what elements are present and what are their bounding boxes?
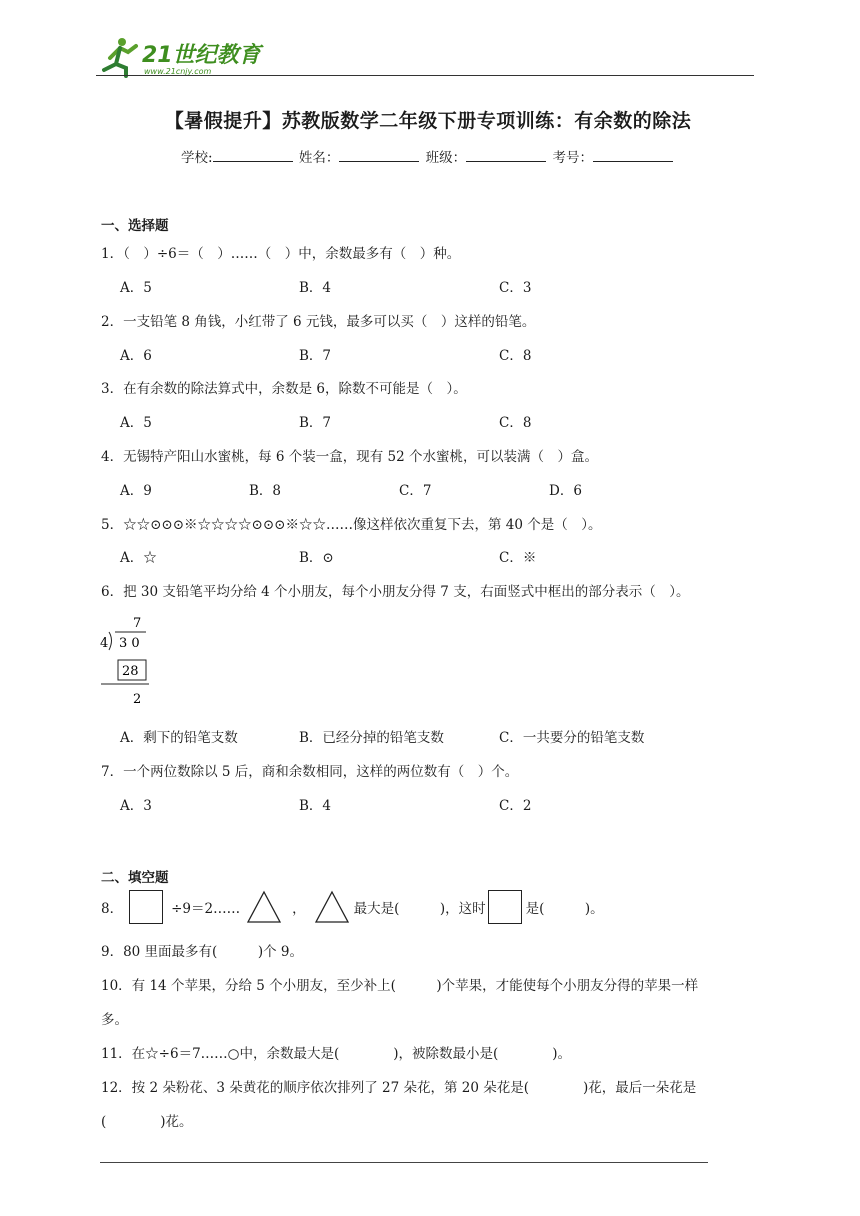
q4-option-b: B．8 [249, 483, 282, 499]
q4-option-d: D．6 [549, 483, 582, 499]
question-12-line2: ( )花。 [101, 1114, 193, 1130]
q4-option-a: A．9 [120, 483, 152, 499]
division-divisor: 4 [100, 636, 109, 651]
q7-option-c: C．2 [499, 798, 532, 814]
page-title: 【暑假提升】苏教版数学二年级下册专项训练：有余数的除法 [164, 110, 692, 132]
q2-option-a: A．6 [120, 348, 152, 364]
q1-option-a: A．5 [120, 280, 152, 296]
q3-option-c: C．8 [499, 415, 532, 431]
question-9: 9．80 里面最多有( )个 9。 [101, 944, 303, 960]
q5-option-a: A．☆ [120, 550, 157, 566]
square-box-icon [488, 890, 522, 924]
number-blank [593, 149, 673, 162]
class-blank [466, 149, 546, 162]
q2-option-c: C．8 [499, 348, 532, 364]
q3-option-a: A．5 [120, 415, 152, 431]
student-info-line [96, 146, 760, 166]
question-10-line1: 10．有 14 个苹果，分给 5 个小朋友，至少补上( )个苹果，才能使每个小朋友分得的苹果一样 [101, 978, 699, 994]
logo-text: 21世纪教育 [142, 43, 261, 68]
division-dividend: 3 0 [119, 636, 140, 651]
logo-url: www.21cnjy.com [144, 67, 212, 76]
name-label: 姓名： [298, 150, 340, 166]
q2-option-b: B．7 [299, 348, 332, 364]
question-8 [101, 890, 604, 924]
square-box-icon [129, 890, 163, 924]
question-2: 2．一支铅笔 8 角钱，小红带了 6 元钱，最多可以买（ ）这样的铅笔。 [101, 314, 536, 330]
runner-logo-icon [96, 34, 266, 78]
q5-option-b: B．⊙ [299, 550, 334, 566]
question-1: 1．（ ）÷6＝（ ）……（ ）中，余数最多有（ ）种。 [101, 246, 461, 262]
question-3: 3．在有余数的除法算式中，余数是 6，除数不可能是（ ）。 [101, 381, 467, 397]
class-label: 班级： [425, 150, 467, 166]
q5-option-c: C．※ [499, 550, 537, 566]
long-division-diagram [100, 610, 160, 710]
q8-comma: ， [292, 901, 306, 917]
number-label: 考号： [552, 150, 593, 166]
q7-option-a: A．3 [120, 798, 152, 814]
question-12-line1: 12．按 2 朵粉花、3 朵黄花的顺序依次排列了 27 朵花，第 20 朵花是( )花，最后一朵花是 [101, 1080, 697, 1096]
division-product: 28 [122, 664, 139, 679]
footer-divider [100, 1162, 708, 1163]
q8-end-text: 是( )。 [525, 901, 604, 917]
division-remainder: 2 [133, 692, 142, 707]
q4-option-c: C．7 [399, 483, 432, 499]
name-blank [339, 149, 419, 162]
q6-option-a: A．剩下的铅笔支数 [120, 730, 238, 746]
question-10-line2: 多。 [101, 1012, 128, 1028]
q1-option-c: C．3 [499, 280, 532, 296]
section-heading-choice: 一、选择题 [101, 218, 169, 234]
question-5: 5．☆☆⊙⊙⊙※☆☆☆☆⊙⊙⊙※☆☆……像这样依次重复下去，第 40 个是（ ）。 [101, 517, 602, 533]
logo [96, 34, 266, 78]
q1-option-b: B．4 [299, 280, 332, 296]
question-6: 6．把 30 支铅笔平均分给 4 个小朋友，每个小朋友分得 7 支，右面竖式中框出的部分表示（ ）。 [101, 584, 690, 600]
q7-option-b: B．4 [299, 798, 332, 814]
triangle-icon [246, 890, 282, 924]
school-blank [213, 149, 293, 162]
q8-max-text: 最大是( )，这时 [353, 901, 486, 917]
question-11: 11．在☆÷6＝7……○中，余数最大是( )，被除数最小是( )。 [101, 1046, 572, 1062]
q6-option-c: C．一共要分的铅笔支数 [499, 730, 645, 746]
q3-option-b: B．7 [299, 415, 332, 431]
school-label: 学校: [181, 150, 213, 166]
header-divider [96, 75, 754, 76]
triangle-icon [314, 890, 350, 924]
q8-expression: ÷9＝2…… [171, 901, 241, 917]
question-4: 4．无锡特产阳山水蜜桃，每 6 个装一盒，现有 52 个水蜜桃，可以装满（ ）盒。 [101, 449, 599, 465]
q8-number: 8． [101, 901, 124, 917]
q6-option-b: B．已经分掉的铅笔支数 [299, 730, 444, 746]
section-heading-fill: 二、填空题 [101, 870, 169, 886]
question-7: 7．一个两位数除以 5 后，商和余数相同，这样的两位数有（ ）个。 [101, 764, 519, 780]
division-quotient: 7 [133, 616, 142, 631]
